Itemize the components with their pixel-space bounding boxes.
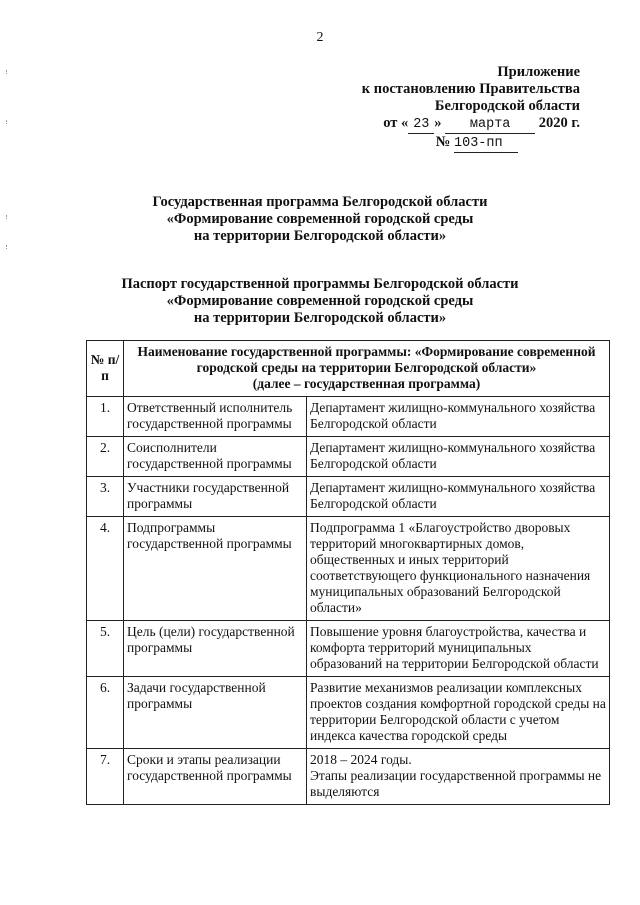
row-value-line: 2018 – 2024 годы. (310, 752, 412, 767)
row-name: Соисполнители государственной программы (124, 437, 307, 477)
program-title-line: «Формирование современной городской среды (166, 211, 474, 227)
appendix-date (340, 115, 580, 134)
appendix-title: Приложение (497, 64, 580, 80)
program-title (0, 194, 640, 245)
program-title-line: на территории Белгородской области» (193, 228, 447, 244)
page-number: 2 (316, 30, 324, 45)
scan-mark (6, 245, 11, 249)
row-value: Департамент жилищно-коммунального хозяйства Белгородской области (307, 477, 610, 517)
number-prefix: № (435, 134, 454, 150)
header-title-line: Наименование государственной программы: «Формирование современной (137, 344, 596, 359)
table-row (87, 437, 610, 477)
passport-title-line: на территории Белгородской области» (193, 310, 447, 326)
row-value: Департамент жилищно-коммунального хозяйства Белгородской области (307, 397, 610, 437)
row-num: 3. (87, 477, 124, 517)
program-title-line: Государственная программа Белгородской области (152, 194, 488, 210)
row-num: 4. (87, 517, 124, 621)
decree-number: 103-пп (454, 135, 518, 153)
table-row (87, 749, 610, 805)
row-name: Подпрограммы государственной программы (124, 517, 307, 621)
date-prefix: от « (383, 115, 409, 131)
passport-title (0, 276, 640, 327)
appendix-decree: к постановлению Правительства (361, 81, 580, 97)
scan-mark (6, 215, 11, 219)
scan-mark (6, 70, 11, 74)
header-title-line: городской среды на территории Белгородской области» (196, 360, 537, 375)
row-num: 5. (87, 621, 124, 677)
header-num-cell: № п/п (87, 341, 124, 397)
table-row (87, 677, 610, 749)
table-row (87, 397, 610, 437)
table-row (87, 517, 610, 621)
row-value: Развитие механизмов реализации комплексных проектов создания комфортной городской среды на территории Белгородской области с учетом индекса качества городской среды (307, 677, 610, 749)
passport-table (86, 340, 610, 805)
row-num: 7. (87, 749, 124, 805)
row-name: Участники государственной программы (124, 477, 307, 517)
date-month: марта (445, 116, 535, 134)
table-row (87, 477, 610, 517)
date-mid: » (434, 115, 442, 131)
scan-mark (6, 120, 11, 124)
header-title-line: (далее – государственная программа) (252, 376, 481, 391)
row-name: Ответственный исполнитель государственной программы (124, 397, 307, 437)
table-row (87, 621, 610, 677)
row-value (307, 749, 610, 805)
appendix-number (340, 134, 580, 153)
row-name: Сроки и этапы реализации государственной программы (124, 749, 307, 805)
row-num: 2. (87, 437, 124, 477)
row-name: Цель (цели) государственной программы (124, 621, 307, 677)
row-num: 1. (87, 397, 124, 437)
row-value: Подпрограмма 1 «Благоустройство дворовых территорий многоквартирных домов, общественных и иных территорий соответствующего функционального назначения муниципальных образований Белгородской области» (307, 517, 610, 621)
row-value-line: Этапы реализации государственной программы не выделяются (310, 768, 602, 799)
header-title-cell (124, 341, 610, 397)
row-value: Департамент жилищно-коммунального хозяйства Белгородской области (307, 437, 610, 477)
row-num: 6. (87, 677, 124, 749)
row-name: Задачи государственной программы (124, 677, 307, 749)
date-year: 2020 г. (538, 115, 580, 131)
appendix-region: Белгородской области (434, 98, 580, 114)
passport-title-line: Паспорт государственной программы Белгородской области (121, 276, 519, 292)
passport-title-line: «Формирование современной городской среды (166, 293, 474, 309)
row-value: Повышение уровня благоустройства, качества и комфорта территорий муниципальных образований на территории Белгородской области (307, 621, 610, 677)
appendix-block (340, 64, 580, 153)
date-day: 23 (408, 116, 434, 134)
table-header-row (87, 341, 610, 397)
